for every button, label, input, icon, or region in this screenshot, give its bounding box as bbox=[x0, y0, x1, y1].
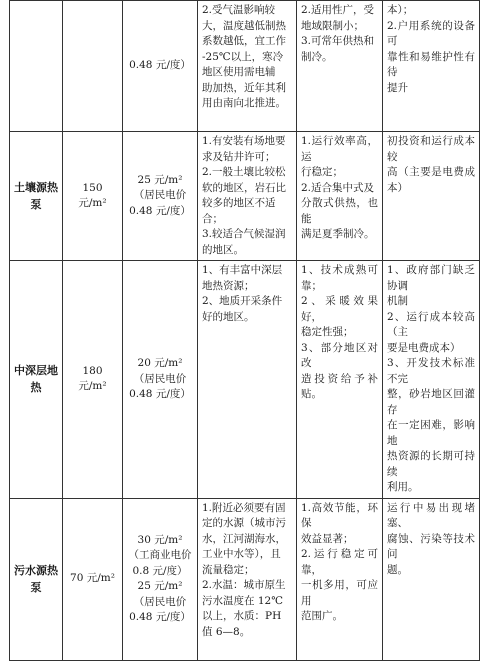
advantages-line: 1、技术成熟可靠； bbox=[301, 264, 378, 292]
investment-cell: 150 元/m² bbox=[63, 132, 123, 261]
conditions-line: 定的水源（城市污 bbox=[202, 517, 286, 529]
price-line: 0.8 元/度） bbox=[132, 564, 188, 577]
issues-line: 机制 bbox=[387, 295, 408, 307]
issues-line: 1、政府部门缺乏协调 bbox=[387, 264, 475, 292]
advantages-line: 1.运行效率高，运 bbox=[301, 135, 378, 163]
price-line: 20 元/m² bbox=[137, 357, 183, 369]
price-line: （居民电价 bbox=[133, 595, 187, 608]
advantages-line: 2.运行稳定可靠， bbox=[301, 548, 378, 576]
issues-line: 提升 bbox=[387, 81, 408, 94]
category-cell bbox=[10, 261, 63, 499]
issues-line: 热资源的长期可持续 bbox=[387, 450, 475, 478]
category-cell bbox=[10, 498, 63, 660]
conditions-line: 的地区。 bbox=[202, 243, 244, 256]
advantages-line: 地域限制小； bbox=[301, 19, 364, 32]
advantages-line: 2、采暖效果好， bbox=[301, 295, 378, 323]
issues-cell bbox=[383, 1, 480, 132]
conditions-line: 较多的地区不适 bbox=[202, 197, 276, 209]
conditions-cell bbox=[198, 498, 297, 660]
investment-cell bbox=[63, 1, 123, 132]
advantages-cell bbox=[297, 261, 383, 499]
category-line: 污水源热 bbox=[14, 564, 58, 577]
price-line: （居民电价 bbox=[133, 189, 187, 202]
category-line: 泵 bbox=[30, 198, 42, 211]
price-line: 0.48 元/度） bbox=[129, 204, 191, 217]
issues-line: 高（主要是电费成本） bbox=[387, 166, 475, 194]
price-line: （工商业电价 bbox=[128, 549, 192, 561]
conditions-line: 以上，水质：PH bbox=[202, 610, 282, 622]
conditions-line: 值 6—8。 bbox=[202, 625, 251, 638]
advantages-line: 3.可常年供热和 bbox=[301, 35, 375, 47]
price-line: （居民电价 bbox=[133, 372, 187, 385]
conditions-cell bbox=[198, 1, 297, 132]
category-line: 土壤源热 bbox=[14, 181, 58, 194]
conditions-line: 污水温度在 12℃ bbox=[202, 594, 283, 607]
conditions-cell bbox=[198, 261, 297, 499]
price-line: 25 元/m² bbox=[137, 173, 183, 186]
category-cell bbox=[10, 132, 63, 261]
issues-line: 要是电费成本） bbox=[387, 341, 461, 354]
price-line: 25 元/m² bbox=[137, 580, 183, 592]
investment-cell: 70 元/m² bbox=[63, 498, 123, 660]
category-line: 热 bbox=[30, 381, 42, 395]
issues-line: 整，砂岩地区回灌存 bbox=[387, 388, 475, 416]
conditions-line: 地热资源； bbox=[202, 279, 255, 292]
conditions-line: 用由南向北推进。 bbox=[202, 97, 286, 109]
conditions-line: 2.受气温影响较 bbox=[202, 4, 276, 16]
advantages-line: 满足夏季制冷。 bbox=[301, 228, 375, 240]
issues-cell bbox=[383, 261, 480, 499]
conditions-line: 大，温度越低制热 bbox=[202, 19, 286, 32]
price-line: 0.48 元/度） bbox=[129, 388, 191, 400]
price-line: 0.48 元/度） bbox=[129, 611, 191, 623]
issues-line: 运行中易出现堵塞、 bbox=[387, 501, 475, 529]
advantages-line: 造投资给予补贴。 bbox=[301, 372, 378, 400]
conditions-line: 2.水温：城市原生 bbox=[202, 579, 286, 591]
advantages-cell bbox=[297, 132, 383, 261]
conditions-line: 1、有丰富中深层 bbox=[202, 264, 283, 276]
conditions-line: 2、地质开采条件 bbox=[202, 295, 283, 307]
conditions-line: 流量稳定； bbox=[202, 563, 255, 576]
table-row-sewage-source bbox=[10, 498, 480, 660]
price-line: 30 元/m² bbox=[137, 533, 183, 546]
issues-line: 2.户用系统的设备可 bbox=[387, 19, 475, 47]
advantages-line: 行稳定； bbox=[301, 166, 343, 178]
conditions-line: -25℃以上，寒冷 bbox=[202, 50, 284, 63]
advantages-line: 分散式供热，也能 bbox=[301, 197, 378, 225]
investment-cell: 180 元/m² bbox=[63, 261, 123, 499]
conditions-line: 助加热，近年其利 bbox=[202, 81, 286, 94]
issues-line: 3、开发技术标准不完 bbox=[387, 357, 475, 385]
price-cell bbox=[123, 1, 198, 132]
conditions-cell bbox=[198, 132, 297, 261]
price-cell bbox=[123, 132, 198, 261]
price-cell bbox=[123, 498, 198, 660]
issues-cell bbox=[383, 498, 480, 660]
issues-line: 利用。 bbox=[387, 481, 419, 493]
conditions-line: 2.一般土壤比较松 bbox=[202, 166, 286, 178]
table-row-air-source-continued bbox=[10, 1, 480, 132]
category-line: 中深层地 bbox=[14, 364, 58, 378]
table-row-ground-source bbox=[10, 132, 480, 261]
heat-pump-comparison-table bbox=[9, 0, 480, 661]
advantages-cell bbox=[297, 498, 383, 660]
advantages-line: 1.高效节能，环保 bbox=[301, 501, 378, 529]
category-line: 泵 bbox=[30, 581, 42, 594]
issues-line: 本）； bbox=[387, 4, 414, 16]
issues-line: 2、运行成本较高（主 bbox=[387, 310, 475, 338]
issues-line: 题。 bbox=[387, 563, 408, 576]
advantages-line: 2.适合集中式及 bbox=[301, 181, 375, 194]
conditions-line: 好的地区。 bbox=[202, 310, 255, 323]
advantages-line: 稳定性强； bbox=[301, 326, 354, 338]
advantages-line: 制冷。 bbox=[301, 50, 333, 63]
conditions-line: 求及钻井许可； bbox=[202, 150, 276, 163]
issues-line: 腐蚀、污染等技术问 bbox=[387, 532, 475, 560]
issues-cell bbox=[383, 132, 480, 261]
issues-line: 在一定困难，影响地 bbox=[387, 419, 475, 447]
conditions-line: 1.附近必须要有固 bbox=[202, 501, 286, 514]
conditions-line: 软的地区，岩石比 bbox=[202, 181, 286, 194]
conditions-line: 合； bbox=[202, 212, 223, 225]
issues-line: 靠性和易维护性有待 bbox=[387, 50, 475, 78]
table-row-medium-deep-geothermal bbox=[10, 261, 480, 499]
conditions-line: 1.有安装有场地要 bbox=[202, 135, 286, 147]
conditions-line: 地区使用需电辅 bbox=[202, 66, 276, 78]
category-cell bbox=[10, 1, 63, 132]
conditions-line: 3.较适合气候湿润 bbox=[202, 228, 286, 240]
conditions-line: 工业中水等），且 bbox=[202, 548, 281, 560]
price-cell bbox=[123, 261, 198, 499]
advantages-cell bbox=[297, 1, 383, 132]
advantages-line: 一机多用，可应用 bbox=[301, 579, 378, 607]
price-line: 0.48 元/度） bbox=[129, 59, 191, 72]
advantages-line: 3、部分地区对改 bbox=[301, 341, 378, 369]
advantages-line: 范围广。 bbox=[301, 610, 343, 622]
advantages-line: 效益显著； bbox=[301, 532, 354, 545]
issues-line: 初投资和运行成本较 bbox=[387, 135, 475, 163]
conditions-line: 系数越低，宜工作 bbox=[202, 35, 286, 47]
conditions-line: 水，江河湖海水， bbox=[202, 532, 286, 545]
advantages-line: 2.适用性广，受 bbox=[301, 4, 375, 16]
